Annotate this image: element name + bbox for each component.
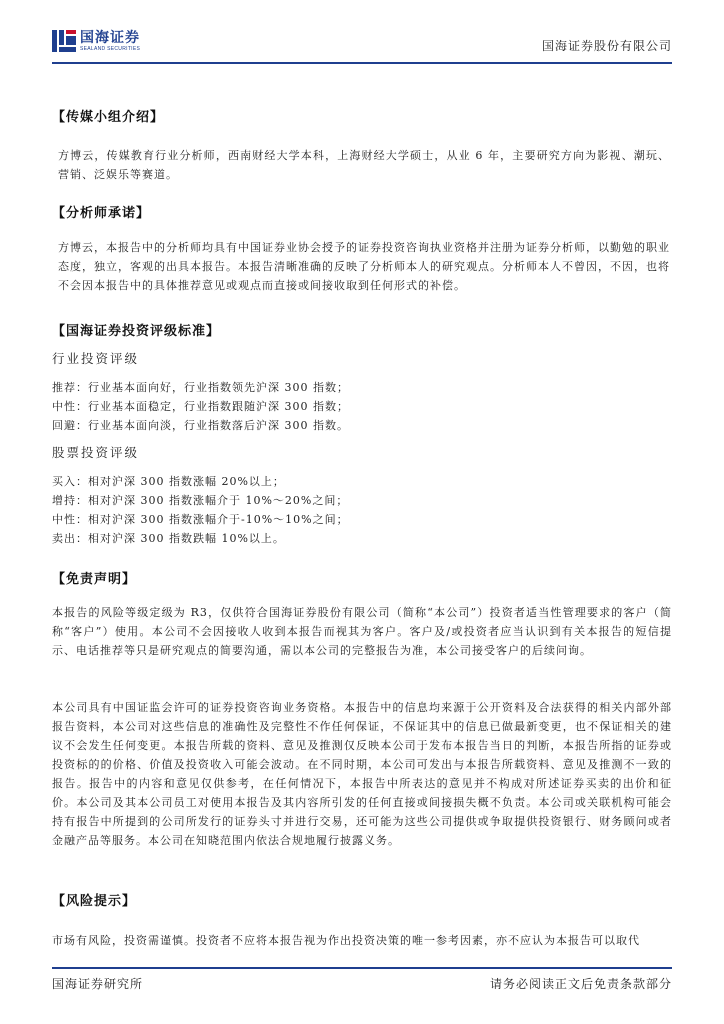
stock-rating-item: 中性：相对沪深 300 指数涨幅介于-10%～10%之间； <box>52 513 349 526</box>
risk-warning-text: 市场有风险，投资需谨慎。投资者不应将本报告视为作出投资决策的唯一参考因素，亦不应认为本报告可以取代 <box>52 934 640 947</box>
sealand-logo-icon <box>52 30 76 52</box>
media-team-title: 【传媒小组介绍】 <box>52 110 165 125</box>
industry-rating-item: 推荐：行业基本面向好，行业指数领先沪深 300 指数； <box>52 381 349 394</box>
company-logo <box>52 30 140 52</box>
footer-divider <box>52 967 672 969</box>
rating-standard-title: 【国海证券投资评级标准】 <box>52 324 221 339</box>
disclaimer-paragraph-1: 本报告的风险等级定级为 R3，仅供符合国海证券股份有限公司（简称“本公司”）投资者适当性管理要求的客户（简称“客户”）使用。本公司不会因接收人收到本报告而视其为客户。客户及/或投资者应当认识到有关本报告的短信提示、电话推荐等只是研究观点的简要沟通，需以本公司的完整报告为准，本公司接受客户的后续问询。 <box>52 606 672 657</box>
risk-warning-title: 【风险提示】 <box>52 894 137 909</box>
analyst-commitment-title: 【分析师承诺】 <box>52 206 151 221</box>
stock-rating-item: 买入：相对沪深 300 指数涨幅 20%以上； <box>52 475 285 488</box>
footer-institute: 国海证券研究所 <box>52 977 144 991</box>
logo-chinese-text: 国海证券 <box>80 29 140 46</box>
header-divider <box>52 62 672 64</box>
footer-notice: 请务必阅读正文后免责条款部分 <box>489 977 672 991</box>
header-company-name: 国海证券股份有限公司 <box>541 39 672 53</box>
industry-rating-item: 回避：行业基本面向淡，行业指数落后沪深 300 指数。 <box>52 419 349 432</box>
disclaimer-paragraph-2: 本公司具有中国证监会许可的证券投资咨询业务资格。本报告中的信息均来源于公开资料及合法获得的相关内部外部报告资料，本公司对这些信息的准确性及完整性不作任何保证，不保证其中的信息已做最新变更，也不保证相关的建议不会发生任何变更。本报告所载的资料、意见及推测仅反映本公司于发布本报告当日的判断，本报告所指的证券或投资标的的价格、价值及投资收入可能会波动。在不同时期，本公司可发出与本报告所载资料、意见及推测不一致的报告。报告中的内容和意见仅供参考，在任何情况下，本报告中所表达的意见并不构成对所述证券买卖的出价和征价。本公司及其本公司员工对使用本报告及其内容所引发的任何直接或间接损失概不负责。本公司或关联机构可能会持有报告中所提到的公司所发行的证券头寸并进行交易，还可能为这些公司提供或争取提供投资银行、财务顾问或者金融产品等服务。本公司在知晓范围内依法合规地履行披露义务。 <box>52 701 672 847</box>
stock-rating-item: 卖出：相对沪深 300 指数跌幅 10%以上。 <box>52 532 285 545</box>
stock-rating-item: 增持：相对沪深 300 指数涨幅介于 10%～20%之间； <box>52 494 349 507</box>
stock-rating-title: 股票投资评级 <box>52 445 140 460</box>
page-header <box>52 26 672 60</box>
industry-rating-item: 中性：行业基本面稳定，行业指数跟随沪深 300 指数； <box>52 400 349 413</box>
analyst-commitment-text: 方博云，本报告中的分析师均具有中国证券业协会授予的证券投资咨询执业资格并注册为证券分析师，以勤勉的职业态度，独立，客观的出具本报告。本报告清晰准确的反映了分析师本人的研究观点。分析师本人不曾因，不因，也将不会因本报告中的具体推荐意见或观点而直接或间接收取到任何形式的补偿。 <box>58 241 670 292</box>
industry-rating-title: 行业投资评级 <box>52 351 140 366</box>
logo-english-text: SEALAND SECURITIES <box>80 45 141 52</box>
disclaimer-title: 【免责声明】 <box>52 572 137 587</box>
media-team-text: 方博云，传媒教育行业分析师，西南财经大学本科，上海财经大学硕士，从业 6 年，主要研究方向为影视、潮玩、营销、泛娱乐等赛道。 <box>58 149 670 181</box>
